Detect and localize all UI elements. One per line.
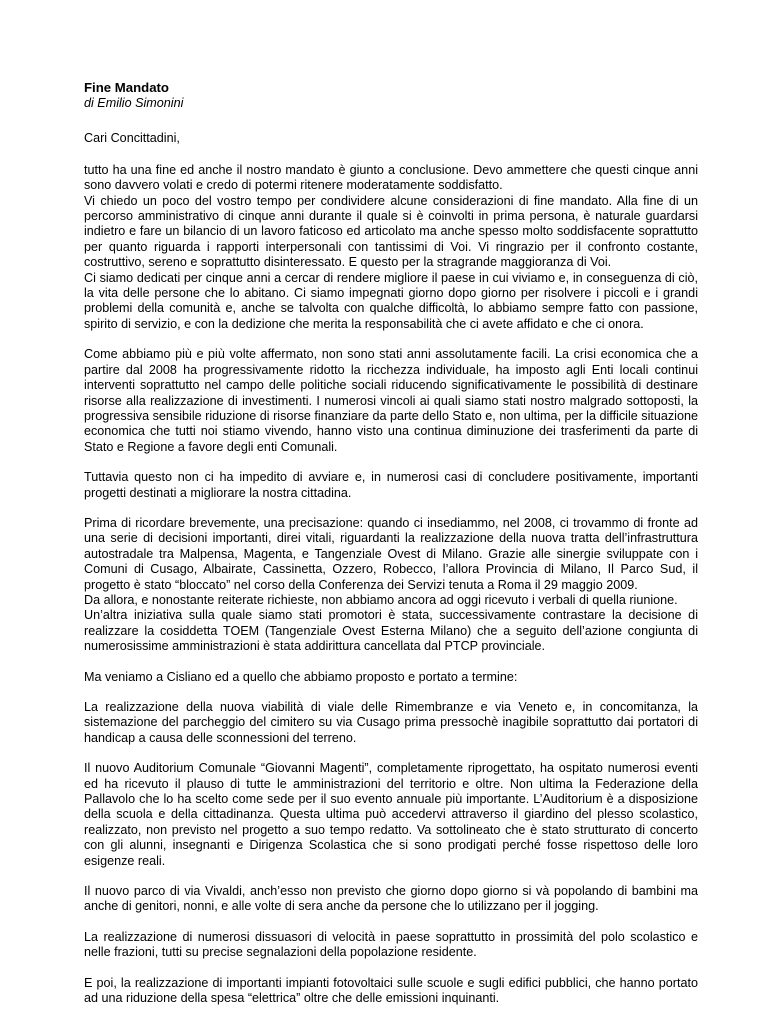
- paragraph: [84, 884, 698, 915]
- paragraph: [84, 670, 698, 685]
- paragraph-line: Ci siamo dedicati per cinque anni a cercar di rendere migliore il paese in cui viviamo e, in conseguenza di ciò, la vita delle persone che lo abitano. Ci siamo impegnati giorno dopo giorno per risolvere i piccoli e i grandi problemi della comunità e, anche se talvolta con qualche difficoltà, lo abbiamo sempre fatto con passione, spirito di servizio, e con la dedizione che merita la responsabilità che ci avete affidato e che ci onora.: [84, 270, 698, 331]
- paragraph: [84, 930, 698, 961]
- paragraph-line: Il nuovo parco di via Vivaldi, anch’esso non previsto che giorno dopo giorno si và popolando di bambini ma anche di genitori, nonni, e alle volte di sera anche da persone che lo utilizzano per il jogging.: [84, 884, 698, 914]
- paragraph: [84, 470, 698, 501]
- salutation: Cari Concittadini,: [84, 131, 180, 146]
- paragraph-line: Un’altra iniziativa sulla quale siamo stati promotori è stata, successivamente contrastare la decisione di realizzare la cosiddetta TOEM (Tangenziale Ovest Esterna Milano) che a seguito dell’azione congiunta di numerosissime amministrazioni è stata addirittura cancellata dal PTCP provinciale.: [84, 608, 698, 654]
- paragraph: [84, 163, 698, 332]
- document-page: [84, 80, 698, 1022]
- paragraph-line: Vi chiedo un poco del vostro tempo per condividere alcune considerazioni di fine mandato. Alla fine di un percorso amministrativo di cinque anni durante il quale si è coinvolti in prima persona, è naturale guardarsi indietro e fare un bilancio di un lavoro faticoso ed articolato ma anche spesso molto soddisfacente soprattutto per quanto riguarda i rapporti interpersonali con tantissimi di Voi. Vi ringrazio per il confronto costante, costruttivo, sereno e soprattutto disinteressato. E questo per la stragrande maggioranza di Voi.: [84, 193, 698, 270]
- paragraph-line: E poi, la realizzazione di importanti impianti fotovoltaici sulle scuole e sugli edifici pubblici, che hanno portato ad una riduzione della spesa “elettrica” oltre che delle emissioni inquinanti.: [84, 975, 698, 1006]
- paragraph-line: Il nuovo Auditorium Comunale “Giovanni Magenti”, completamente riprogettato, ha ospitato numerosi eventi ed ha ricevuto il plauso di tutte le amministrazioni del territorio e oltre. Non ultima la Federazione della Pallavolo che lo ha scelto come sede per il suo evento annuale più importante. L’Auditorium è a disposizione della scuola e della cittadinanza. Questa ultima può accedervi attraverso il giardino del plesso scolastico, realizzato, non previsto nel progetto a suo tempo redatto. Va sottolineato che è stato strutturato di concerto con gli alunni, insegnanti e Dirigenza Scolastica che si sono prodigati perché fosse rispettoso delle loro esigenze reali.: [84, 761, 698, 868]
- paragraph-line: Da allora, e nonostante reiterate richieste, non abbiamo ancora ad oggi ricevuto i verbali di quella riunione.: [84, 592, 678, 607]
- paragraph-line: tutto ha una fine ed anche il nostro mandato è giunto a conclusione. Devo ammettere che questi cinque anni sono davvero volati e credo di potermi ritenere moderatamente soddisfatto.: [84, 162, 698, 193]
- paragraph: [84, 976, 698, 1007]
- paragraph-line: La realizzazione di numerosi dissuasori di velocità in paese soprattutto in prossimità del polo scolastico e nelle frazioni, tutti su precise segnalazioni della popolazione residente.: [84, 929, 698, 960]
- paragraph-line: Tuttavia questo non ci ha impedito di avviare e, in numerosi casi di concludere positivamente, importanti progetti destinati a migliorare la nostra cittadina.: [84, 470, 698, 500]
- paragraph-line: Come abbiamo più e più volte affermato, non sono stati anni assolutamente facili. La crisi economica che a partire dal 2008 ha progressivamente ridotto la ricchezza individuale, ha imposto agli Enti locali continui interventi soprattutto nel campo delle politiche sociali riducendo significativamente le possibilità di destinare risorse alla realizzazione di investimenti. I numerosi vincoli ai quali siamo stati nostro malgrado sottoposti, la progressiva sensibile riduzione di risorse finanziare da parte dello Stato e, non ultima, per la difficile situazione economica che tutti noi stiamo vivendo, hanno visto una continua diminuzione dei trasferimenti da parte di Stato e Regione a favore degli enti Comunali.: [84, 347, 698, 454]
- paragraph-line: La realizzazione della nuova viabilità di viale delle Rimembranze e via Veneto e, in concomitanza, la sistemazione del parcheggio del cimitero su via Cusago prima pressochè inagibile soprattutto dai portatori di handicap a causa delle sconnessioni del terreno.: [84, 700, 698, 745]
- paragraph: [84, 347, 698, 455]
- document-title: Fine Mandato: [84, 80, 169, 95]
- paragraph: [84, 700, 698, 746]
- paragraph: [84, 516, 698, 655]
- paragraph: [84, 761, 698, 869]
- paragraph-line: Prima di ricordare brevemente, una precisazione: quando ci insediammo, nel 2008, ci trovammo di fronte ad una serie di decisioni importanti, direi vitali, riguardanti la realizzazione della nuova tratta dell’infrastruttura autostradale tra Malpensa, Magenta, e Tangenziale Ovest di Milano. Grazie alle sinergie sviluppate con i Comuni di Cusago, Albairate, Cassinetta, Ozzero, Robecco, l’allora Provincia di Milano, Il Parco Sud, il progetto è stato “bloccato” nel corso della Conferenza dei Servizi tenuta a Roma il 29 maggio 2009.: [84, 515, 698, 592]
- document-author: di Emilio Simonini: [84, 96, 184, 110]
- paragraph-line: Ma veniamo a Cisliano ed a quello che abbiamo proposto e portato a termine:: [84, 669, 518, 684]
- document-body: [84, 163, 698, 1007]
